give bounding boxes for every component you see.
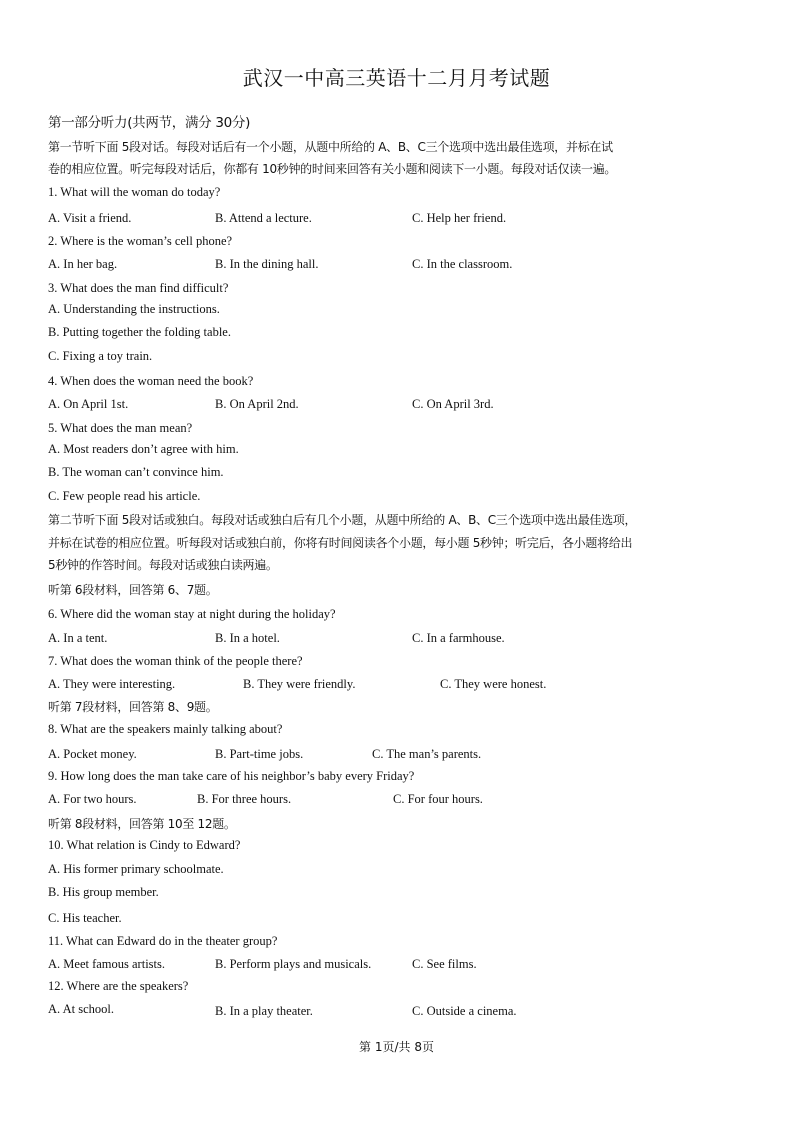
question-2: 2. Where is the woman’s cell phone? — [48, 234, 233, 248]
question-1: 1. What will the woman do today? — [48, 185, 221, 199]
option-9-c: C. For four hours. — [393, 792, 483, 806]
option-7-c: C. They were honest. — [440, 677, 547, 691]
option-9-b: B. For three hours. — [197, 792, 292, 806]
option-2-a: A. In her bag. — [48, 257, 118, 271]
option-12-c: C. Outside a cinema. — [412, 1004, 517, 1018]
instruction-line: 并标在试卷的相应位置。听每段对话或独白前，你将有时间阅读各个小题，每小题 5秒钟；听完后，各小题将给出 — [48, 536, 633, 550]
option-12-b: B. In a play theater. — [215, 1004, 313, 1018]
option-3-b: B. Putting together the folding table. — [48, 325, 231, 339]
option-8-c: C. The man’s parents. — [372, 747, 482, 761]
option-6-b: B. In a hotel. — [215, 631, 280, 645]
option-5-a: A. Most readers don’t agree with him. — [48, 442, 239, 456]
instruction-line: 5秒钟的作答时间。每段对话或独白读两遍。 — [48, 558, 278, 572]
question-8: 8. What are the speakers mainly talking about? — [48, 722, 283, 736]
option-5-b: B. The woman can’t convince him. — [48, 465, 224, 479]
option-1-c: C. Help her friend. — [412, 211, 507, 225]
option-11-c: C. See films. — [412, 957, 477, 971]
option-6-a: A. In a tent. — [48, 631, 108, 645]
option-4-a: A. On April 1st. — [48, 397, 129, 411]
option-8-b: B. Part-time jobs. — [215, 747, 304, 761]
question-12: 12. Where are the speakers? — [48, 979, 189, 993]
option-3-c: C. Fixing a toy train. — [48, 349, 153, 363]
material-note: 听第 6段材料，回答第 6、7题。 — [48, 583, 218, 597]
option-4-c: C. On April 3rd. — [412, 397, 494, 411]
question-5: 5. What does the man mean? — [48, 421, 193, 435]
option-8-a: A. Pocket money. — [48, 747, 137, 761]
option-2-c: C. In the classroom. — [412, 257, 513, 271]
question-3: 3. What does the man find difficult? — [48, 281, 229, 295]
option-4-b: B. On April 2nd. — [215, 397, 299, 411]
option-10-b: B. His group member. — [48, 885, 159, 899]
option-7-b: B. They were friendly. — [243, 677, 356, 691]
question-9: 9. How long does the man take care of his neighbor’s baby every Friday? — [48, 769, 415, 783]
question-6: 6. Where did the woman stay at night during the holiday? — [48, 607, 336, 621]
option-9-a: A. For two hours. — [48, 792, 137, 806]
option-1-a: A. Visit a friend. — [48, 211, 132, 225]
instruction-line: 卷的相应位置。听完每段对话后，你都有 10秒钟的时间来回答有关小题和阅读下一小题。每段对话仅读一遍。 — [48, 162, 617, 176]
option-7-a: A. They were interesting. — [48, 677, 176, 691]
option-6-c: C. In a farmhouse. — [412, 631, 505, 645]
option-5-c: C. Few people read his article. — [48, 489, 201, 503]
question-10: 10. What relation is Cindy to Edward? — [48, 838, 241, 852]
option-3-a: A. Understanding the instructions. — [48, 302, 220, 316]
material-note: 听第 7段材料，回答第 8、9题。 — [48, 700, 218, 714]
question-7: 7. What does the woman think of the people there? — [48, 654, 303, 668]
option-1-b: B. Attend a lecture. — [215, 211, 312, 225]
question-4: 4. When does the woman need the book? — [48, 374, 254, 388]
material-note: 听第 8段材料，回答第 10至 12题。 — [48, 817, 236, 831]
option-10-a: A. His former primary schoolmate. — [48, 862, 224, 876]
option-12-a: A. At school. — [48, 1002, 114, 1016]
question-11: 11. What can Edward do in the theater group? — [48, 934, 278, 948]
option-2-b: B. In the dining hall. — [215, 257, 319, 271]
option-11-b: B. Perform plays and musicals. — [215, 957, 372, 971]
instruction-line: 第一节听下面 5段对话。每段对话后有一个小题，从题中所给的 A、B、C三个选项中选出最佳选项，并标在试 — [48, 140, 613, 154]
option-11-a: A. Meet famous artists. — [48, 957, 165, 971]
page-title: 武汉一中高三英语十二月月考试题 — [242, 66, 551, 90]
part1-heading: 第一部分听力(共两节，满分 30分) — [48, 115, 251, 131]
option-10-c: C. His teacher. — [48, 911, 122, 925]
page-footer: 第 1页/共 8页 — [359, 1040, 434, 1054]
instruction-line: 第二节听下面 5段对话或独白。每段对话或独白后有几个小题，从题中所给的 A、B、C三个选项中选出最佳选项， — [48, 513, 637, 527]
